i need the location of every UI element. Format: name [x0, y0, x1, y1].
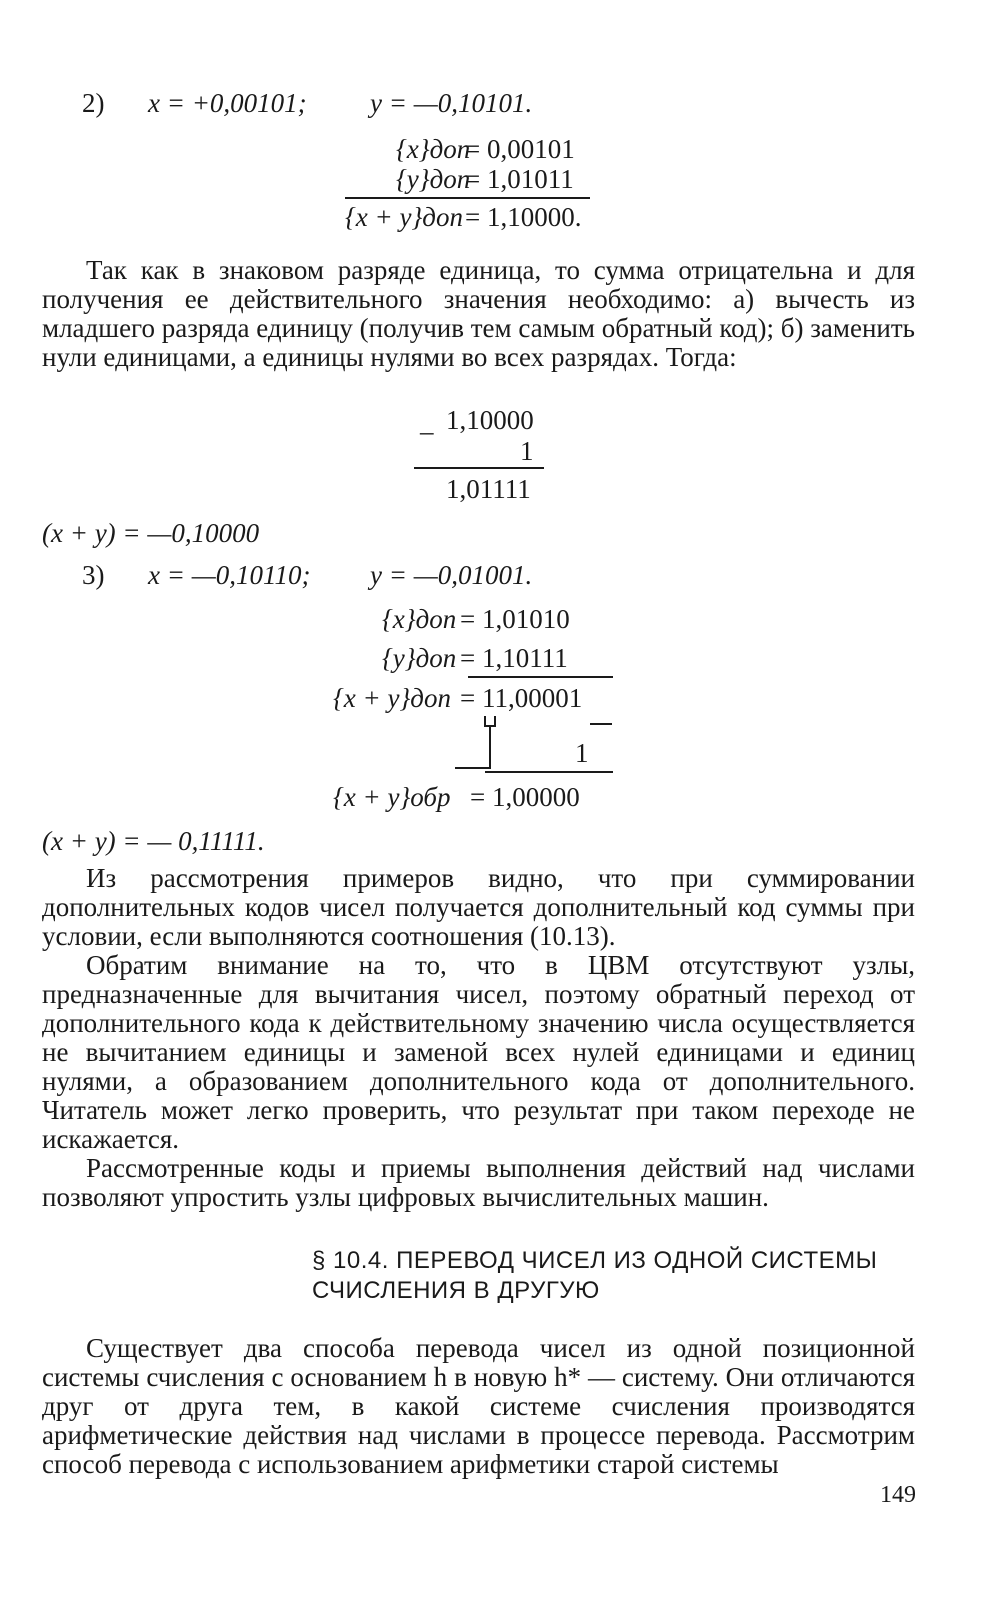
section-heading: [312, 1246, 912, 1306]
section-heading-line1: § 10.4. ПЕРЕВОД ЧИСЕЛ ИЗ ОДНОЙ СИСТЕМЫ: [312, 1247, 878, 1274]
paragraph-observation: Из рассмотрения примеров видно, что при суммировании дополнительных кодов чисел получается дополнительный код суммы при условии, если выполняются соотношения (10.13).: [42, 863, 915, 951]
example2-sum-value: = 1,10000.: [465, 202, 582, 232]
example3-x-code-value: = 1,01010: [460, 604, 570, 634]
page-number: 149: [880, 1482, 916, 1508]
example2-y-code-label: {y}доп: [396, 164, 471, 194]
example2-result: (x + y) = —0,10000: [42, 518, 260, 548]
example3-sum-rule: [468, 676, 613, 678]
example3-sum-label: {x + y}доп: [333, 683, 451, 713]
carry-digit: 1: [575, 738, 589, 768]
subtraction-subtrahend: 1: [520, 436, 534, 466]
example3-inverse-label: {x + y}обр: [333, 782, 451, 812]
paragraph-conversion-methods: [42, 1334, 915, 1479]
example3-x-definition: x = —0,10110;: [148, 560, 311, 590]
example3-result: (x + y) = — 0,11111.: [42, 826, 265, 856]
example2-sum-rule: [345, 197, 590, 199]
example2-sum-label: {x + y}доп: [345, 202, 463, 232]
example2-x-definition: x = +0,00101;: [148, 88, 307, 118]
paragraph-negative-sum-text: Так как в знаковом разряде единица, то сумма отрицательна и для получения ее действительного значения необходимо: а) вычесть из младшего разряда единицу (получив тем самым обратный код); б) заменить нули единицами, а единицы нулями во всех разрядах. Тогда:: [42, 255, 915, 372]
paragraph-conversion-methods-text: Существует два способа перевода чисел из одной позиционной системы счисления с основанием h в новую h* — систему. Они отличаются друг от друга тем, в какой системе счисления производятся арифметические действия над числами в процессе перевода. Рассмотрим способ перевода с использованием арифметики старой системы: [42, 1333, 915, 1479]
example3-y-code-value: = 1,10111: [460, 643, 568, 673]
example2-x-code-value: = 0,00101: [465, 134, 575, 164]
subtraction-minuend: 1,10000: [446, 405, 534, 435]
example3-y-code-label: {y}доп: [382, 643, 457, 673]
example3-sum-value: = 11,00001: [460, 683, 583, 713]
paragraph-summary: Рассмотренные коды и приемы выполнения действий над числами позволяют упростить узлы цифровых вычислительных машин.: [42, 1153, 915, 1212]
section-heading-line2: СЧИСЛЕНИЯ В ДРУГУЮ: [312, 1277, 600, 1304]
example3-x-code-label: {x}доп: [382, 604, 457, 634]
subtraction-minus-sign: _: [420, 407, 434, 437]
example2-y-definition: y = —0,10101.: [370, 88, 533, 118]
example2-number: 2): [82, 88, 105, 118]
example2-y-code-value: = 1,01011: [465, 164, 574, 194]
example3-y-definition: y = —0,01001.: [370, 560, 533, 590]
example3-inverse-value: = 1,00000: [470, 782, 580, 812]
example2-x-code-label: {x}доп: [396, 134, 471, 164]
subtraction-result: 1,01111: [446, 474, 531, 504]
paragraph-cvm-note: Обратим внимание на то, что в ЦВМ отсутствуют узлы, предназначенные для вычитания чисел, поэтому обратный переход от дополнительного кода к действительному значению числа осуществляется не вычитанием единицы и заменой всех нулей единицами и единиц нулями, а образованием дополнительного кода от дополнительного. Читатель может легко проверить, что результат при таком переходе не искажается.: [42, 950, 915, 1154]
example3-inverse-rule: [485, 771, 613, 773]
paragraph-negative-sum: [42, 256, 915, 372]
example3-number: 3): [82, 560, 105, 590]
carry-bracket-icon: [450, 714, 620, 774]
paragraphs-conclusion: [42, 864, 915, 1212]
subtraction-rule: [414, 467, 544, 469]
